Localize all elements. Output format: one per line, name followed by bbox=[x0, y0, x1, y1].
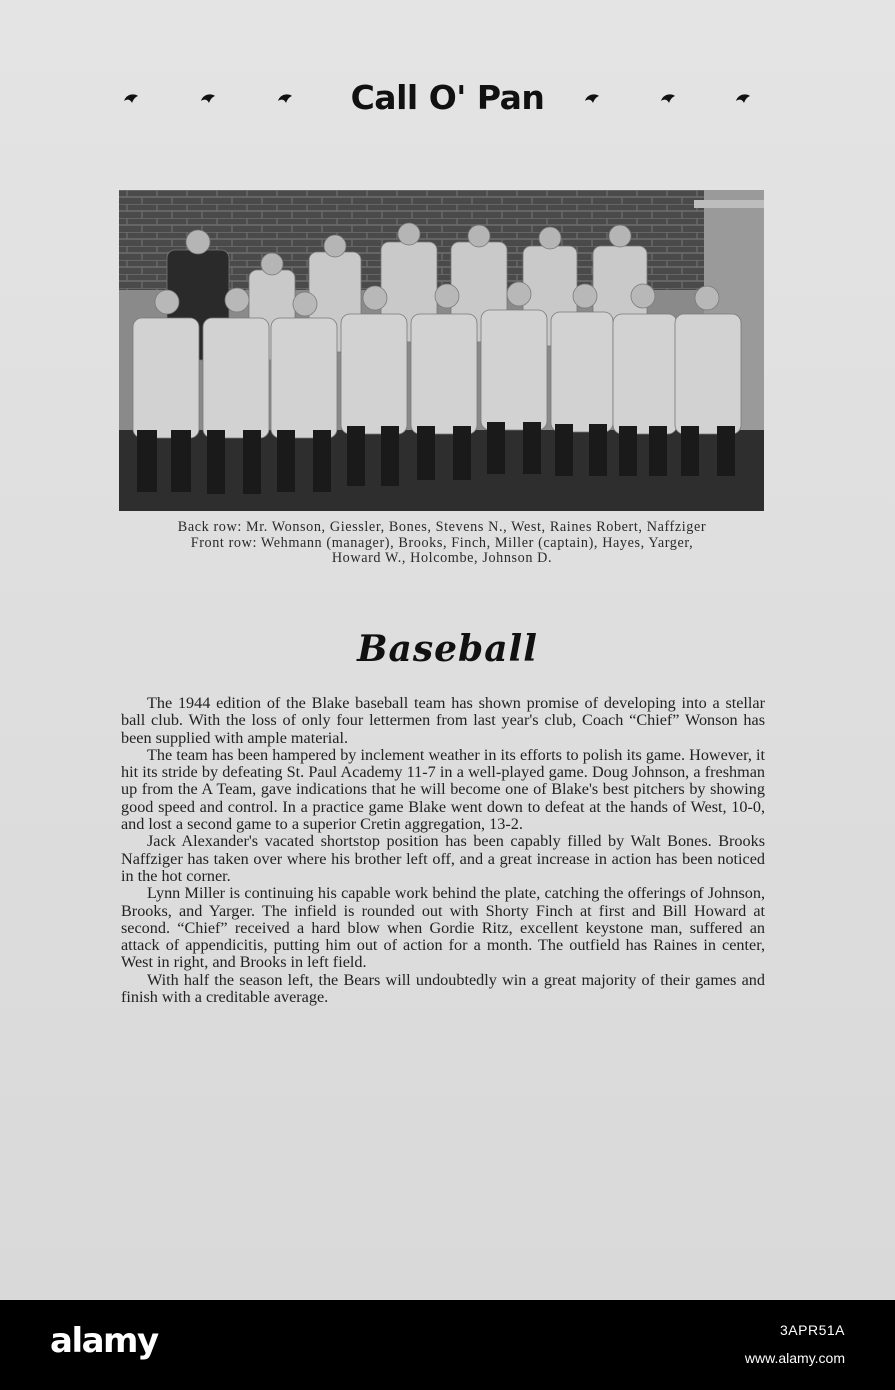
team-photo bbox=[119, 190, 764, 511]
caption-back-row: Back row: Mr. Wonson, Giessler, Bones, Stevens N., West, Raines Robert, Naffziger bbox=[177, 519, 707, 535]
article-paragraph: Jack Alexander's vacated shortstop position has been capably filled by Walt Bones. Brooks Naffziger has taken over where his brother left off, and a great increase in action has been noticed in the hot corner. bbox=[121, 832, 765, 885]
caption-front-row: Front row: Wehmann (manager), Brooks, Finch, Miller (captain), Hayes, Yarger, bbox=[190, 534, 694, 551]
page-header-title: Call O' Pan bbox=[350, 78, 545, 117]
watermark-footer bbox=[0, 1300, 895, 1390]
page-header bbox=[0, 78, 895, 118]
footer-url[interactable]: www.alamy.com bbox=[744, 1350, 845, 1366]
article-paragraph: Lynn Miller is continuing his capable work behind the plate, catching the offerings of Johnson, Brooks, and Yarger. The infield is rounded out with Shorty Finch at first and Bill Howard at second. “Chief” received a hard blow when Gordie Ritz, excellent keystone man, suffered an attack of appendicitis, putting him out of action for a month. The outfield has Raines in center, West in right, and Brooks in left field. bbox=[121, 884, 765, 972]
alamy-logo: alamy bbox=[50, 1321, 158, 1361]
image-id: 3APR51A bbox=[780, 1322, 845, 1338]
caption-front-row-continued: Howard W., Holcombe, Johnson D. bbox=[331, 550, 553, 566]
leaf-ornament-icon bbox=[735, 92, 751, 104]
article-body bbox=[121, 695, 765, 1006]
leaf-ornament-icon bbox=[660, 92, 676, 104]
leaf-ornament-icon bbox=[584, 92, 600, 104]
article-paragraph: The team has been hampered by inclement weather in its efforts to polish its game. However, it hit its stride by defeating St. Paul Academy 11-7 in a well-played game. Doug Johnson, a freshman up from the A Team, gave indications that he will become one of Blake's best pitchers by showing good speed and control. In a practice game Blake went down to defeat at the hands of West, 10-0, and lost a second game to a superior Cretin aggregation, 13-2. bbox=[121, 745, 765, 834]
article-paragraph: The 1944 edition of the Blake baseball team has shown promise of developing into a stellar ball club. With the loss of only four lettermen from last year's club, Coach “Chief” Wonson has been supplied with ample material. bbox=[121, 694, 765, 747]
section-title: Baseball bbox=[357, 628, 538, 670]
article-paragraph: With half the season left, the Bears will undoubtedly win a great majority of their games and finish with a creditable average. bbox=[121, 970, 765, 1007]
photo-caption bbox=[118, 520, 766, 567]
